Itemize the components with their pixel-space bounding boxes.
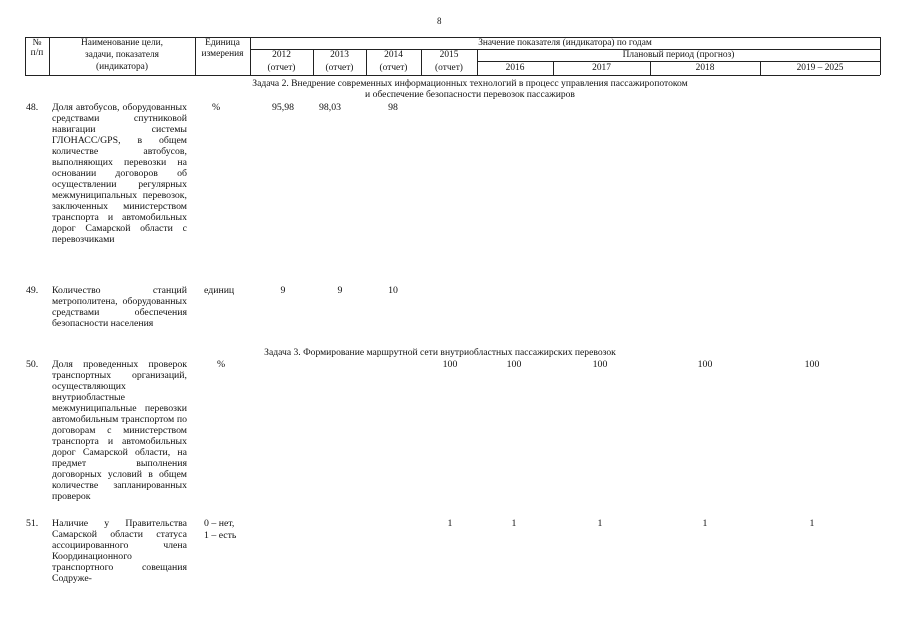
- row-description: Доля проведенных проверок транспортных организаций, осуществляющих внутриобластные межмуниципальные перевозки автомобильным транспортом по договорам с министерством транспорта и автомобильных дорог Самарской области, на предмет выполнения договорных условий в общем количестве запланированных проверок: [52, 359, 187, 502]
- header-values: Значение показателя (индикатора) по годам: [478, 38, 652, 48]
- row-value-2012: 95,98: [271, 102, 295, 113]
- header-year-2015: 2015: [439, 50, 459, 60]
- header-year-2018: 2018: [695, 63, 715, 73]
- row-unit: %: [212, 102, 221, 113]
- row-value-2013: 98,03: [318, 102, 342, 113]
- row-value-2015: 100: [442, 359, 458, 370]
- header-note-2014: (отчет): [379, 63, 408, 73]
- row-value-2016: 1: [511, 518, 517, 529]
- row-unit-line1: 0 – нет,: [204, 518, 235, 529]
- header-year-2019-2025: 2019 – 2025: [796, 63, 844, 73]
- row-number: 49.: [26, 285, 39, 296]
- row-description: Наличие у Правительства Самарской области статуса ассоциированного члена Координационного транспортного совещания Содруже-: [52, 518, 187, 584]
- header-note-2013: (отчет): [325, 63, 354, 73]
- row-value-2015: 1: [447, 518, 453, 529]
- row-value-2014: 98: [388, 102, 398, 113]
- row-number: 51.: [26, 518, 39, 529]
- row-value-2017: 100: [592, 359, 608, 370]
- row-value-2019-2025: 1: [809, 518, 815, 529]
- row-value-2018: 1: [702, 518, 708, 529]
- row-value-2018: 100: [697, 359, 713, 370]
- row-value-2019-2025: 100: [804, 359, 820, 370]
- header-unit-line2: измерения: [201, 49, 244, 59]
- header-name-line1: Наименование цели,: [81, 38, 163, 48]
- row-description: Доля автобусов, оборудованных средствами спутниковой навигации системы ГЛОНАСС/GPS, в общем количестве автобусов, выполняющих перевозки на основании договоров об осуществлении регулярных межмуниципальных перевозок, заключенных министерством транспорта и автомобильных дорог Самарской области с перевозчиками: [52, 102, 187, 245]
- header-note-2012: (отчет): [267, 63, 296, 73]
- row-value-2013: 9: [337, 285, 343, 296]
- header-year-2013: 2013: [330, 50, 349, 60]
- row-description: Количество станций метрополитена, оборудованных средствами обеспечения безопасности населения: [52, 285, 187, 329]
- header-num-line1: №: [32, 38, 42, 48]
- row-unit-line2: 1 – есть: [204, 530, 237, 541]
- header-forecast: Плановый период (прогноз): [622, 50, 735, 60]
- header-num-line2: п/п: [30, 48, 44, 58]
- header-unit-line1: Единица: [205, 38, 240, 48]
- header-year-2017: 2017: [592, 63, 611, 73]
- header-name-line2: задачи, показателя: [85, 50, 159, 60]
- task3-title: Задача 3. Формирование маршрутной сети внутриобластных пассажирских перевозок: [264, 347, 616, 358]
- row-value-2012: 9: [280, 285, 286, 296]
- row-number: 48.: [26, 102, 39, 113]
- header-note-2015: (отчет): [435, 63, 463, 73]
- row-number: 50.: [26, 359, 39, 370]
- row-unit: %: [217, 359, 226, 370]
- header-year-2014: 2014: [384, 50, 403, 60]
- row-value-2014: 10: [388, 285, 398, 296]
- row-value-2016: 100: [506, 359, 522, 370]
- task2-title-line1: Задача 2. Внедрение современных информационных технологий в процесс управления пассажиропотоком: [252, 78, 688, 89]
- task2-title-line2: и обеспечение безопасности перевозок пассажиров: [365, 89, 575, 100]
- header-year-2016: 2016: [505, 63, 525, 73]
- header-year-2012: 2012: [272, 50, 291, 60]
- row-unit: единиц: [204, 285, 235, 296]
- row-value-2017: 1: [597, 518, 603, 529]
- page-number: 8: [437, 16, 442, 26]
- header-name-line3: (индикатора): [96, 62, 148, 72]
